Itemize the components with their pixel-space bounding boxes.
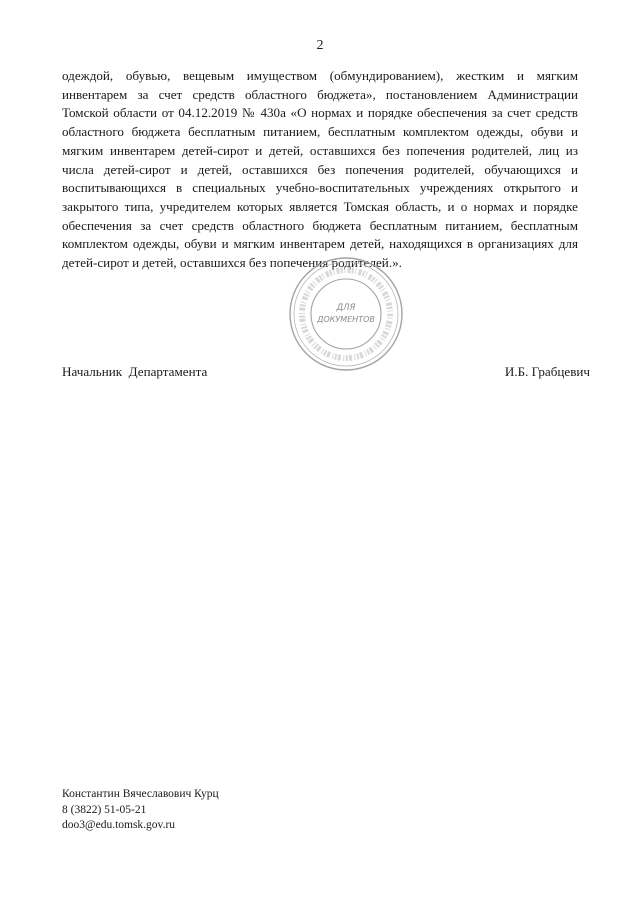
seal-icon bbox=[287, 255, 405, 373]
executor-email: doo3@edu.tomsk.gov.ru bbox=[62, 819, 176, 831]
executor-contact-block bbox=[62, 787, 219, 834]
signer-name: И.Б. Грабцевич bbox=[504, 364, 590, 379]
document-body-paragraph: одеждой, обувью, вещевым имуществом (обмундированием), жестким и мягким инвентарем за счет средств областного бюджета», постановлением Администрации Томской области от 04.12.2019 № 430а «О нормах и порядке обеспечения за счет средств областного бюджета бесплатным питанием, бесплатным комплектом одежды, обуви и мягким инвентарем детей-сирот и детей, оставшихся без попечения родителей, лиц из числа детей-сирот и детей, оставшихся без попечения родителей, обучающихся и воспитывающихся в специальных учебно-воспитательных учреждениях открытого и закрытого типа, учредителем которых является Томская область, и о нормах и порядке обеспечения за счет средств областного бюджета бесплатным питанием, бесплатным комплектом одежды, обуви и мягким инвентарем детей, находящихся в организациях для детей-сирот и детей, оставшихся без попечения родителей.». bbox=[62, 68, 578, 271]
executor-name: Константин Вячеславович Курц bbox=[62, 788, 219, 800]
stamp-text-line1: ДЛЯ bbox=[336, 303, 356, 313]
executor-phone: 8 (3822) 51-05-21 bbox=[62, 803, 147, 816]
official-seal-stamp bbox=[287, 255, 405, 373]
signer-position: Начальник Департамента bbox=[62, 364, 208, 379]
page-number: 2 bbox=[316, 38, 324, 53]
stamp-text-line2: ДОКУМЕНТОВ bbox=[317, 315, 375, 324]
